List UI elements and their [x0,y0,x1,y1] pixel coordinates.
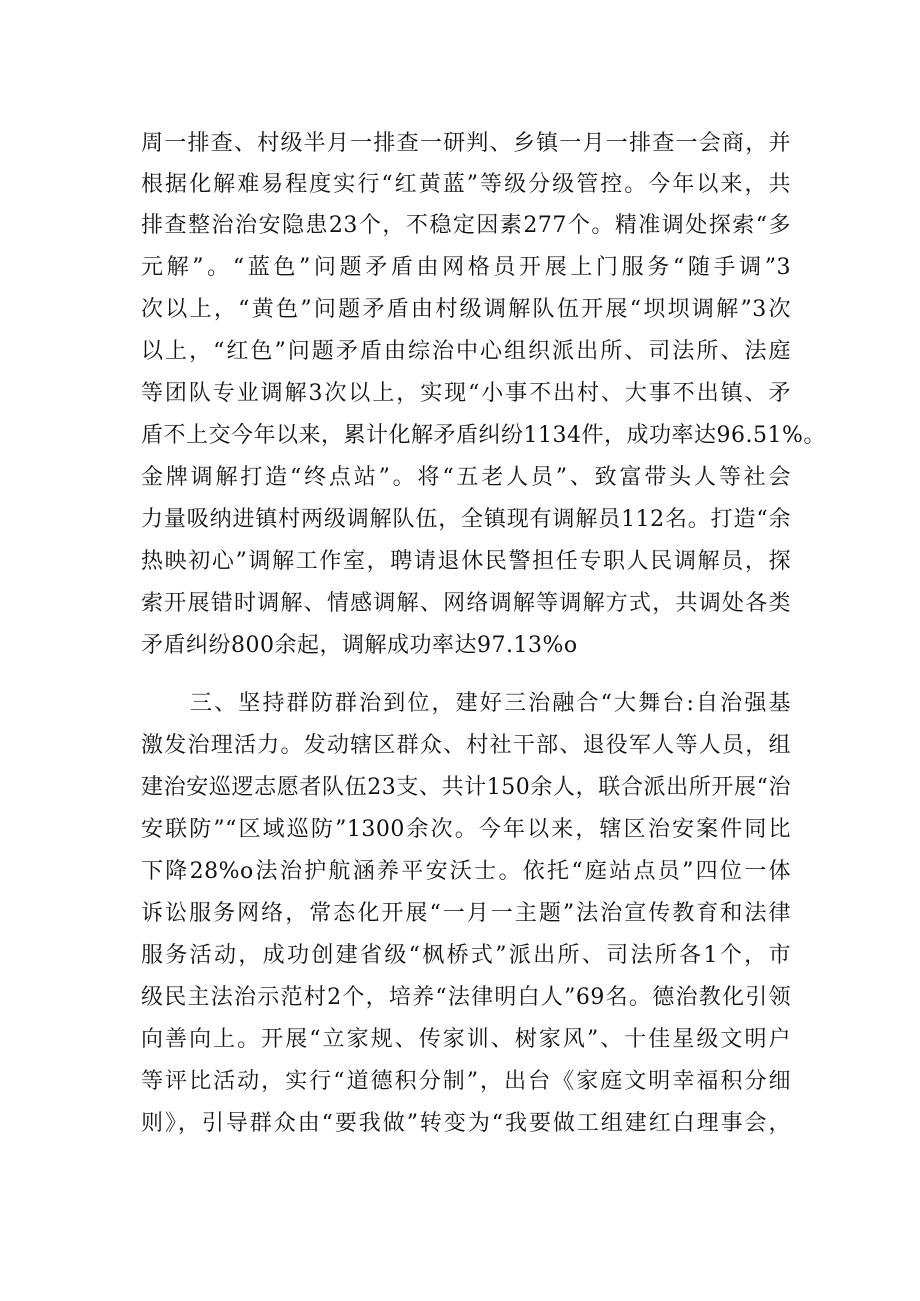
paragraph-line: 则》，引导群众由“要我做”转变为“我要做工组建红白理事会， [141,1111,791,1136]
paragraph-line: 排查整治治安隐患23个，不稳定因素277个。精准调处探索“多 [141,213,791,238]
paragraph-line: 安联防”“区域巡防”1300余次。今年以来，辖区治安案件同比 [141,817,791,842]
paragraph-line: 服务活动，成功创建省级“枫桥式”派出所、司法所各1个，市 [141,943,791,968]
paragraph-line: 级民主法治示范村2个，培养“法律明白人”69名。德治教化引领 [141,985,791,1010]
paragraph-line: 建治安巡逻志愿者队伍23支、共计150余人，联合派出所开展“治 [141,775,791,800]
paragraph-line: 盾不上交今年以来，累计化解矛盾纠纷1134件，成功率达96.51%。 [141,423,826,448]
paragraph-line: 金牌调解打造“终点站”。将“五老人员”、致富带头人等社会 [141,465,791,490]
paragraph-line: 下降28%o法治护航涵养平安沃士。依托“庭站点员”四位一体 [141,859,791,884]
paragraph-line: 根据化解难易程度实行“红黄蓝”等级分级管控。今年以来，共 [141,172,791,197]
paragraph-line: 等评比活动，实行“道德积分制”，出台《家庭文明幸福积分细 [141,1069,791,1094]
paragraph-line: 元解”。“蓝色”问题矛盾由网格员开展上门服务“随手调”3 [141,255,791,280]
paragraph-line: 矛盾纠纷800余起，调解成功率达97.13%o [141,633,578,658]
paragraph-line: 次以上，“黄色”问题矛盾由村级调解队伍开展“坝坝调解”3次 [141,297,791,322]
section-heading-line: 三、坚持群防群治到位，建好三治融合“大舞台:自治强基 [190,691,791,716]
paragraph-line: 向善向上。开展“立家规、传家训、树家风”、十佳星级文明户 [141,1027,791,1052]
paragraph-line: 热映初心”调解工作室，聘请退休民警担任专职人民调解员，探 [141,549,791,574]
paragraph-line: 周一排查、村级半月一排查一研判、乡镇一月一排查一会商，并 [141,131,791,156]
paragraph-line: 索开展错时调解、情感调解、网络调解等调解方式，共调处各类 [141,591,791,616]
paragraph-line: 以上，“红色”问题矛盾由综治中心组织派出所、司法所、法庭 [141,339,791,364]
paragraph-line: 诉讼服务网络，常态化开展“一月一主题”法治宣传教育和法律 [141,901,791,926]
paragraph-line: 力量吸纳进镇村两级调解队伍，全镇现有调解员112名。打造“余 [141,507,791,532]
paragraph-line: 激发治理活力。发动辖区群众、村社干部、退役军人等人员，组 [141,733,791,758]
paragraph-line: 等团队专业调解3次以上，实现“小事不出村、大事不出镇、矛 [141,381,791,406]
